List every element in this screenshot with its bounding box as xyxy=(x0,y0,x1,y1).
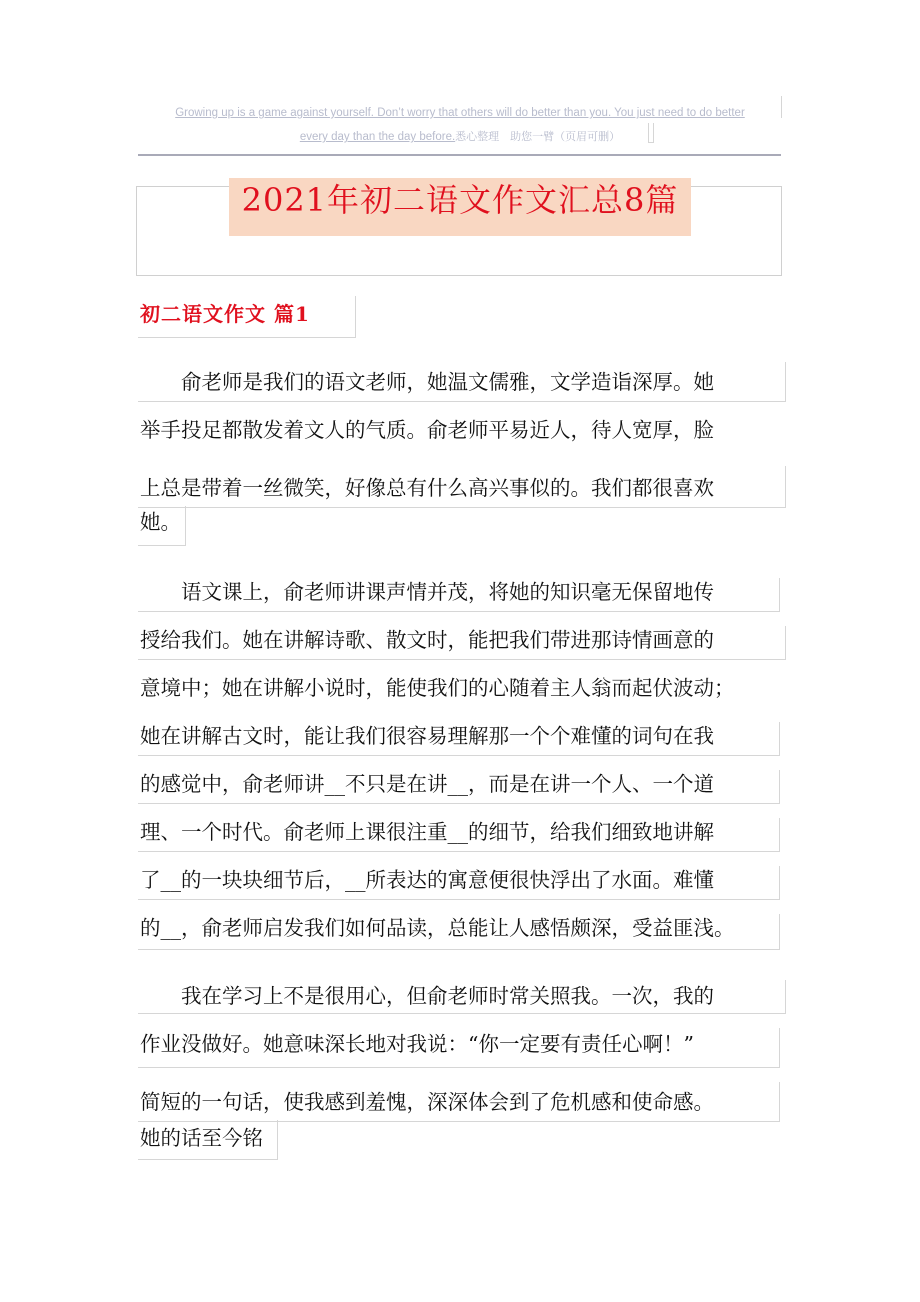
paragraph-line: 她。 xyxy=(140,510,181,534)
section-heading-frame xyxy=(138,296,356,338)
line-frame xyxy=(138,1082,780,1122)
header-divider xyxy=(138,154,781,156)
header-line-2-en: every day than the day before. xyxy=(299,131,456,143)
line-frame xyxy=(138,914,780,950)
paragraph-line: 了__的一块块细节后，__所表达的寓意便很快浮出了水面。难懂 xyxy=(140,868,714,892)
paragraph-line: 我在学习上不是很用心，但俞老师时常关照我。一次，我的 xyxy=(140,984,714,1008)
line-frame xyxy=(138,626,786,660)
header-line-1: Growing up is a game against yourself. Don’t worry that others will do better than you. You just need to do better xyxy=(175,107,745,119)
line-frame xyxy=(138,1028,780,1068)
paragraph-line: 上总是带着一丝微笑，好像总有什么高兴事似的。我们都很喜欢 xyxy=(140,476,714,500)
header-frame-mark-right xyxy=(770,96,782,118)
paragraph-line: 她在讲解古文时，能让我们很容易理解那一个个难懂的词句在我 xyxy=(140,724,714,748)
paragraph-line: 她的话至今铭 xyxy=(140,1126,263,1150)
header-line-2-cn: 悉心整理 助您一臂（页眉可删） xyxy=(455,130,621,143)
document-title: 2021年初二语文作文汇总8篇 xyxy=(241,181,679,219)
line-frame xyxy=(138,818,780,852)
line-frame xyxy=(138,1120,278,1160)
header-frame-mark xyxy=(648,123,654,143)
line-frame xyxy=(138,980,786,1014)
page-header-note xyxy=(138,102,782,149)
line-frame xyxy=(138,578,780,612)
line-frame xyxy=(138,770,780,804)
paragraph-line: 语文课上，俞老师讲课声情并茂，将她的知识毫无保留地传 xyxy=(140,580,714,604)
paragraph-line: 的感觉中，俞老师讲__不只是在讲__，而是在讲一个人、一个道 xyxy=(140,772,714,796)
paragraph-line: 俞老师是我们的语文老师，她温文儒雅，文学造诣深厚。她 xyxy=(140,370,714,394)
paragraph-line: 理、一个时代。俞老师上课很注重__的细节，给我们细致地讲解 xyxy=(140,820,714,844)
paragraph-line: 授给我们。她在讲解诗歌、散文时，能把我们带进那诗情画意的 xyxy=(140,628,714,652)
paragraph-line: 意境中；她在讲解小说时，能使我们的心随着主人翁而起伏波动； xyxy=(140,676,735,700)
section-heading: 初二语文作文 篇1 xyxy=(140,302,310,326)
paragraph-line: 作业没做好。她意味深长地对我说：“你一定要有责任心啊！” xyxy=(140,1032,694,1056)
paragraph-line: 举手投足都散发着文人的气质。俞老师平易近人，待人宽厚，脸 xyxy=(140,418,714,442)
paragraph-line: 的__，俞老师启发我们如何品读，总能让人感悟颇深，受益匪浅。 xyxy=(140,916,735,940)
line-frame xyxy=(138,506,186,546)
line-frame xyxy=(138,866,780,900)
paragraph-line: 简短的一句话，使我感到羞愧，深深体会到了危机感和使命感。 xyxy=(140,1090,714,1114)
line-frame xyxy=(138,722,780,756)
line-frame xyxy=(138,362,786,402)
line-frame xyxy=(138,466,786,508)
